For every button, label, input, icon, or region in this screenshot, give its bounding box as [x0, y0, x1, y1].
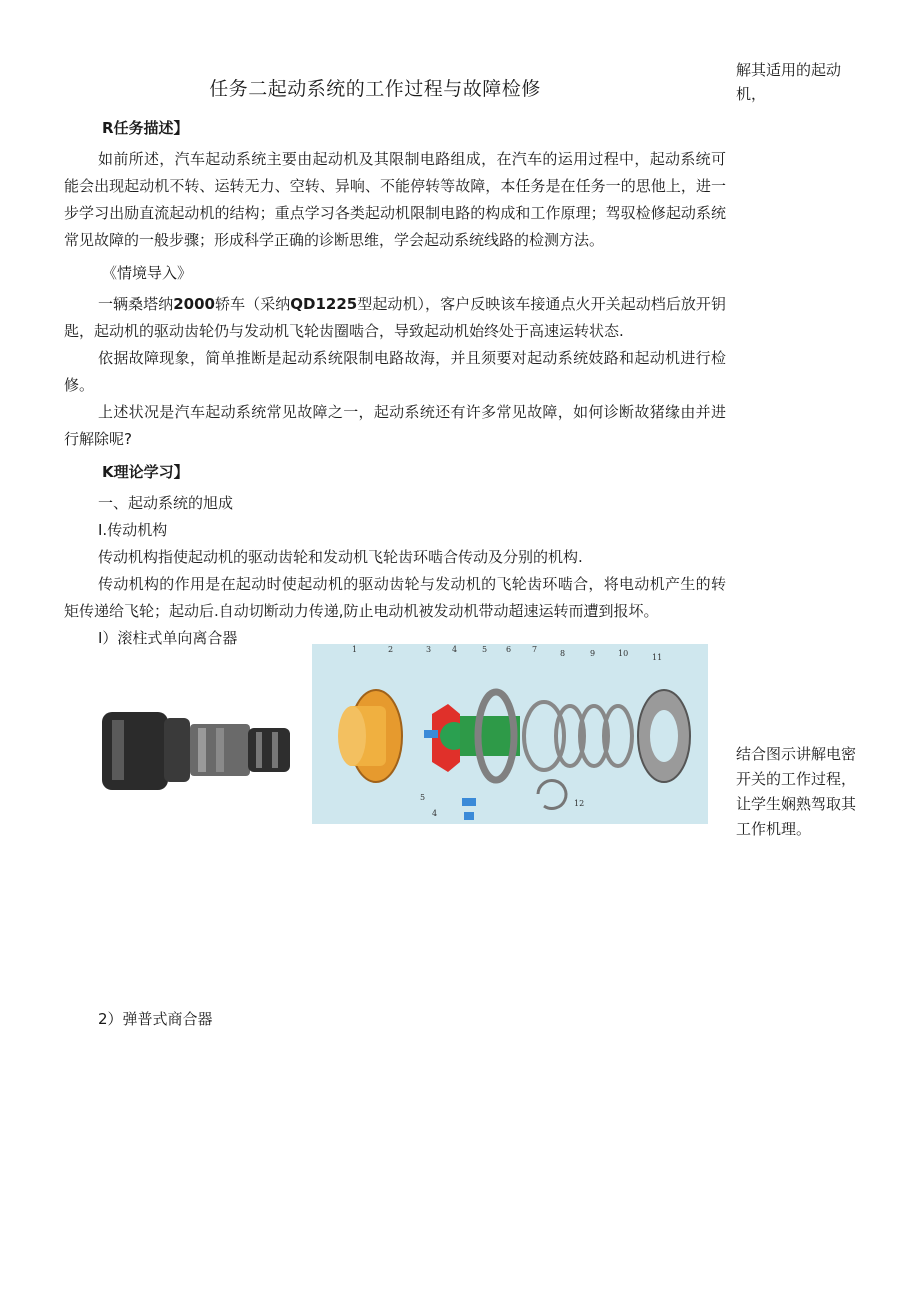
- intro-heading: 《情境导入》: [102, 264, 193, 282]
- figure-callout-4: 4: [452, 645, 458, 654]
- figure-callout-13: 5: [420, 793, 426, 802]
- margin-note-top: 解其适用的起动机，: [736, 61, 842, 103]
- intro-starter-model: QD1225: [290, 295, 358, 313]
- task-heading: R任务描述】: [102, 119, 189, 137]
- figure-callout-14: 4: [432, 809, 438, 818]
- assembled-clutch-photo: [98, 684, 306, 814]
- clutch-figure: [98, 644, 710, 824]
- figure-callout-1: 1: [352, 645, 358, 654]
- figure-callout-12: 12: [574, 799, 585, 808]
- intro-model-year: 2000: [173, 295, 215, 313]
- figure-callout-11: 11: [652, 653, 663, 662]
- main-column: [64, 70, 726, 652]
- intro-text-a: 一辆桑塔纳: [98, 295, 174, 313]
- theory-heading: K理论学习】: [102, 463, 189, 481]
- intro-paragraph-3: 上述状况是汽车起动系统常见故障之一，起动系统还有许多常见故障，如何诊断故猪缘由并进行解除呢?: [64, 403, 726, 448]
- clutch1-heading: I）滚柱式单向离合器: [98, 629, 238, 647]
- theory-subheading-1: 一、起动系统的旭成: [98, 494, 234, 512]
- figure-callout-7: 7: [532, 645, 538, 654]
- theory-subheading-2: I.传动机构: [98, 521, 168, 539]
- intro-text-c: 轿车（采纳: [215, 295, 291, 313]
- intro-paragraph-1: [64, 291, 726, 345]
- intro-text-e: 型起动机），客户反映该车接通点火开关起动档后放开钥匙，起动机的驱动齿轮仍与发动机飞轮齿圈啮合，导致起动机始终处于高速运转状态.: [64, 295, 726, 340]
- exploded-clutch-diagram: [312, 644, 708, 824]
- margin-note-middle: 结合图示讲解电密开关的工作过程，让学生娴熟驾取其工作机理。: [736, 745, 857, 838]
- figure-callout-2: 2: [388, 645, 394, 654]
- figure-callout-5: 5: [482, 645, 488, 654]
- figure-callout-9: 9: [590, 649, 596, 658]
- figure-callout-10: 10: [618, 649, 629, 658]
- intro-paragraph-2: 依据故障现象，简单推断是起动系统限制电路故海，并且须要对起动系统妓路和起动机进行检修。: [64, 349, 726, 394]
- page-title: 任务二起动系统的工作过程与故障检修: [209, 78, 541, 100]
- figure-callout-6: 6: [506, 645, 512, 654]
- figure-callout-8: 8: [560, 649, 566, 658]
- clutch2-heading: 2）弹普式商合器: [98, 1010, 213, 1028]
- theory-line-1: 传动机构指使起动机的驱动齿轮和发动机飞轮齿环啮合传动及分别的机构.: [98, 548, 583, 566]
- theory-paragraph: 传动机构的作用是在起动时使起动机的驱动齿轮与发动机的飞轮齿环啮合，将电动机产生的转矩传递给飞轮；起动后.自动切断动力传递,防止电动机被发动机带动超速运转而遭到报坏。: [64, 575, 726, 620]
- task-paragraph: 如前所述，汽车起动系统主要由起动机及其限制电路组成，在汽车的运用过程中，起动系统可能会出现起动机不转、运转无力、空转、异响、不能停转等故障，本任务是在任务一的思他上，进一步学习出励直流起动机的结构；重点学习各类起动机限制电路的构成和工作原理；驾驭检修起动系统常见故障的一般步骤；形成科学正确的诊断思维，学会起动系统线路的检测方法。: [64, 150, 726, 249]
- figure-callout-3: 3: [426, 645, 432, 654]
